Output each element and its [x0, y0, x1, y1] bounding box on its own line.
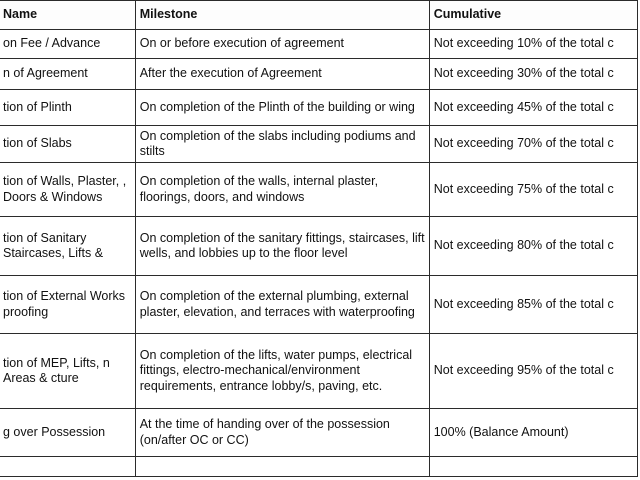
table-row [0, 59, 638, 90]
table-row [0, 457, 638, 477]
table-header-row [0, 1, 638, 30]
row-name-cell: on Fee / Advance [0, 30, 135, 59]
row-milestone-cell: On completion of the sanitary fittings, staircases, lift wells, and lobbies up to the floor level [135, 217, 429, 276]
table-row [0, 30, 638, 59]
table-row [0, 409, 638, 457]
row-milestone-cell: On completion of the walls, internal plaster, floorings, doors, and windows [135, 163, 429, 217]
row-cumulative-cell: 100% (Balance Amount) [429, 409, 637, 457]
row-name-cell: tion of External Works proofing [0, 276, 135, 334]
row-cumulative-cell: Not exceeding 80% of the total c [429, 217, 637, 276]
row-cumulative-cell: Not exceeding 85% of the total c [429, 276, 637, 334]
table-row [0, 334, 638, 409]
row-cumulative-cell: Not exceeding 95% of the total c [429, 334, 637, 409]
row-name-cell: tion of Slabs [0, 126, 135, 163]
row-milestone-cell: On completion of the Plinth of the building or wing [135, 90, 429, 126]
row-cumulative-cell: Not exceeding 10% of the total c [429, 30, 637, 59]
row-cumulative-cell: Not exceeding 30% of the total c [429, 59, 637, 90]
row-cumulative-cell: Not exceeding 70% of the total c [429, 126, 637, 163]
row-name-cell: tion of MEP, Lifts, n Areas & cture [0, 334, 135, 409]
row-milestone-cell: On completion of the external plumbing, external plaster, elevation, and terraces with waterproofing [135, 276, 429, 334]
row-milestone-cell: On completion of the lifts, water pumps, electrical fittings, electro-mechanical/environment requirements, entrance lobby/s, paving, etc. [135, 334, 429, 409]
row-milestone-cell: On completion of the slabs including podiums and stilts [135, 126, 429, 163]
row-name-cell: tion of Sanitary Staircases, Lifts & [0, 217, 135, 276]
header-name: Name [0, 1, 135, 30]
row-name-cell [0, 457, 135, 477]
row-milestone-cell: After the execution of Agreement [135, 59, 429, 90]
table-row [0, 126, 638, 163]
row-name-cell: tion of Walls, Plaster, , Doors & Windows [0, 163, 135, 217]
row-milestone-cell: At the time of handing over of the possession (on/after OC or CC) [135, 409, 429, 457]
table-row [0, 217, 638, 276]
row-name-cell: n of Agreement [0, 59, 135, 90]
row-cumulative-cell: Not exceeding 75% of the total c [429, 163, 637, 217]
row-name-cell: g over Possession [0, 409, 135, 457]
row-cumulative-cell [429, 457, 637, 477]
table-row [0, 90, 638, 126]
table-row [0, 276, 638, 334]
header-milestone: Milestone [135, 1, 429, 30]
table-row [0, 163, 638, 217]
row-name-cell: tion of Plinth [0, 90, 135, 126]
row-milestone-cell: On or before execution of agreement [135, 30, 429, 59]
row-cumulative-cell: Not exceeding 45% of the total c [429, 90, 637, 126]
header-cumulative: Cumulative [429, 1, 637, 30]
row-milestone-cell [135, 457, 429, 477]
